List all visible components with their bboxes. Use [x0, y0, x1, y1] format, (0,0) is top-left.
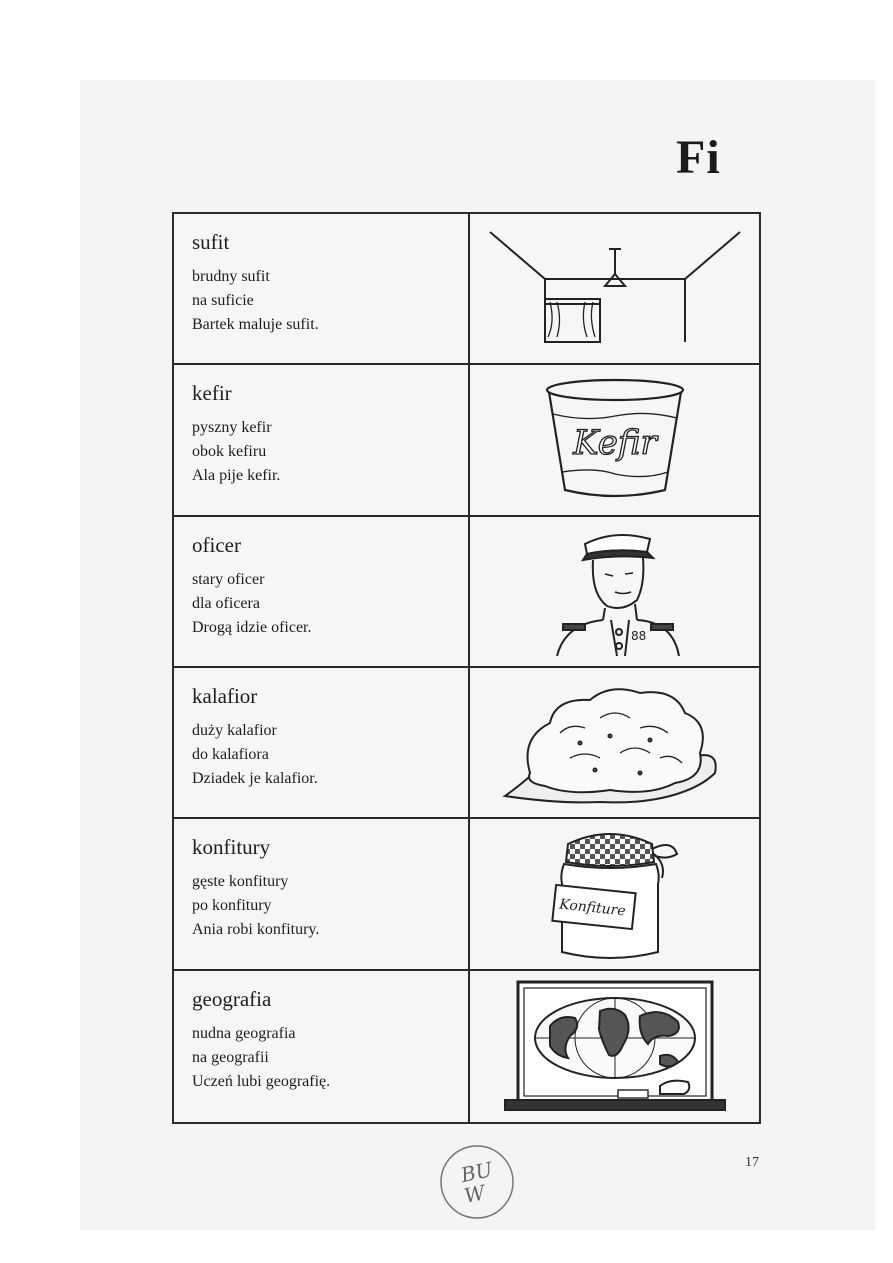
entry-phrase: Ala pije kefir. — [192, 467, 281, 485]
entry-phrase: duży kalafior — [192, 721, 277, 739]
entry-phrase: Drogą idzie oficer. — [192, 618, 312, 636]
officer-badge: 88 — [630, 628, 646, 643]
kefir-label: Kefir — [572, 423, 657, 464]
entry-illustration-geografia — [470, 971, 759, 1122]
kefir-cup-icon — [535, 372, 695, 507]
entry-text-sufit — [174, 214, 470, 365]
entry-phrase: dla oficera — [192, 594, 260, 612]
entry-phrase: do kalafiora — [192, 745, 269, 763]
entry-phrase: brudny sufit — [192, 268, 270, 285]
entry-illustration-sufit — [470, 214, 759, 365]
entry-illustration-konfitury — [470, 819, 759, 970]
entry-text-geografia — [174, 971, 470, 1122]
entry-illustration-oficer — [470, 517, 759, 668]
page-number: 17 — [745, 1155, 759, 1170]
entry-phrase: na suficie — [192, 292, 254, 309]
page-heading: Fi — [676, 131, 721, 184]
vocabulary-table — [172, 212, 761, 1124]
entry-text-kefir — [174, 365, 470, 516]
library-stamp — [438, 1143, 516, 1221]
entry-phrase: stary oficer — [192, 570, 265, 588]
entry-word: geografia — [192, 986, 272, 1011]
entry-text-kalafior — [174, 668, 470, 819]
entry-text-konfitury — [174, 819, 470, 970]
entry-phrase: gęste konfitury — [192, 873, 289, 891]
stamp-line-2: W — [461, 1180, 488, 1209]
cauliflower-icon — [500, 678, 730, 808]
entry-illustration-kefir — [470, 365, 759, 516]
world-map-board-icon — [500, 976, 730, 1116]
entry-phrase: Dziadek je kalafior. — [192, 769, 318, 787]
jar-label: Konfiture — [558, 896, 626, 920]
entry-text-oficer — [174, 517, 470, 668]
entry-illustration-kalafior — [470, 668, 759, 819]
entry-phrase: na geografii — [192, 1048, 269, 1066]
entry-word: konfitury — [192, 835, 271, 860]
entry-phrase: Ania robi konfitury. — [192, 921, 320, 939]
entry-phrase: Bartek maluje sufit. — [192, 316, 319, 333]
entry-phrase: pyszny kefir — [192, 419, 272, 437]
stamp-line-1: BU — [458, 1157, 495, 1188]
entry-word: kefir — [192, 381, 232, 406]
entry-phrase: obok kefiru — [192, 443, 267, 461]
entry-word: kalafior — [192, 683, 258, 708]
entry-phrase: Uczeń lubi geografię. — [192, 1072, 331, 1090]
entry-phrase: nudna geografia — [192, 1024, 296, 1042]
entry-word: sufit — [192, 230, 230, 254]
entry-word: oficer — [192, 532, 241, 557]
ceiling-lamp-icon — [485, 224, 745, 354]
entry-phrase: po konfitury — [192, 897, 272, 915]
jam-jar-icon — [540, 824, 690, 964]
officer-icon — [545, 524, 685, 659]
